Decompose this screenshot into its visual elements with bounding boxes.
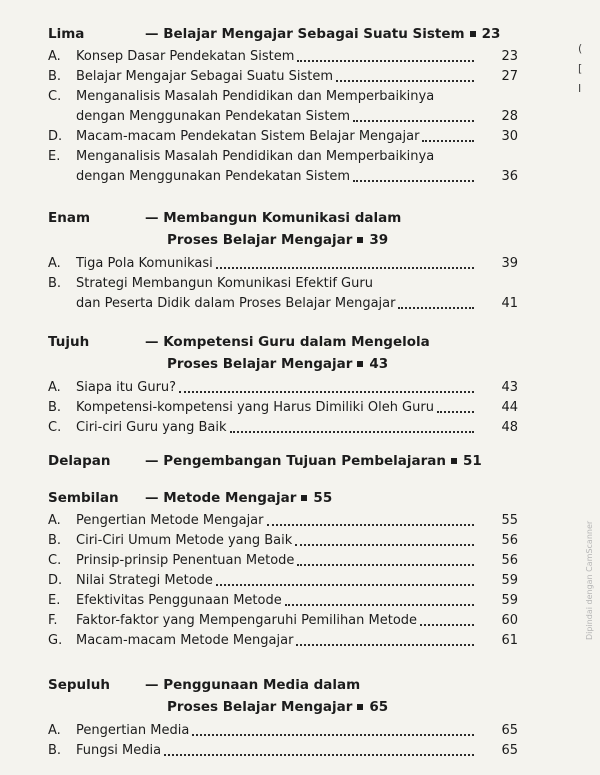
dot-leader [297,564,474,566]
dot-leader [216,267,474,269]
entry-line [48,254,518,274]
margin-mark: ( [578,42,583,55]
entry-text: dengan Menggunakan Pendekatan Sistem [76,169,351,184]
entry-letter: D. [48,129,63,144]
chapter-title-text: — Penggunaan Media dalam [145,677,361,693]
entry-page-number: 61 [501,633,518,648]
chapter-number: Enam [48,210,91,226]
entry-page-number: 39 [501,256,518,271]
entry-page-number: 56 [501,553,518,568]
toc-entry[interactable] [48,611,518,631]
dot-leader [353,120,474,122]
entry-line [48,107,518,127]
entry-line [48,274,518,294]
chapter-heading [48,334,518,378]
entry-line [48,67,518,87]
chapter-title [145,677,360,693]
entry-page-number: 28 [501,109,518,124]
chapter-number: Delapan [48,453,111,469]
entry-letter: C. [48,420,62,435]
entry-line [48,127,518,147]
entry-text: Tiga Pola Komunikasi [76,256,213,271]
entry-letter: C. [48,89,62,104]
entry-page-number: 36 [501,169,518,184]
toc-entry[interactable] [48,378,518,398]
dot-leader [295,544,474,546]
toc-entry[interactable] [48,147,518,187]
chapter-page-number: 55 [313,490,333,506]
entry-list [48,47,518,187]
toc-entry[interactable] [48,87,518,127]
entry-text: Nilai Strategi Metode [76,573,213,588]
toc-entry[interactable] [48,721,518,741]
entry-list [48,254,518,314]
dot-leader [230,431,474,433]
chapter-title [145,334,430,350]
entry-line [48,294,518,314]
chapter-2 [48,334,518,438]
chapter-page-number: 39 [369,232,389,248]
chapter-number: Sepuluh [48,677,111,693]
entry-page-number: 56 [501,533,518,548]
chapter-title-text: — Kompetensi Guru dalam Mengelola [145,334,430,350]
square-bullet-icon [357,704,363,710]
entry-page-number: 23 [501,49,518,64]
toc-entry[interactable] [48,571,518,591]
entry-page-number: 59 [501,593,518,608]
entry-line [48,418,518,438]
entry-text: dan Peserta Didik dalam Proses Belajar Mengajar [76,296,396,311]
entry-line [48,398,518,418]
chapter-number: Tujuh [48,334,90,350]
entry-text: Siapa itu Guru? [76,380,177,395]
chapter-title-text: — Pengembangan Tujuan Pembelajaran [145,453,447,469]
toc-entry[interactable] [48,67,518,87]
entry-line [48,147,518,167]
entry-line [48,741,518,761]
entry-letter: B. [48,400,62,415]
entry-text: Pengertian Media [76,723,190,738]
entry-text: Efektivitas Penggunaan Metode [76,593,282,608]
entry-page-number: 41 [501,296,518,311]
entry-text: Prinsip-prinsip Penentuan Metode [76,553,295,568]
dot-leader [179,391,474,393]
chapter-title-text: — Membangun Komunikasi dalam [145,210,402,226]
chapter-page-number: 65 [369,699,389,715]
chapter-heading [48,26,518,47]
chapter-title [145,210,401,226]
entry-letter: B. [48,276,62,291]
toc-entry[interactable] [48,418,518,438]
entry-page-number: 48 [501,420,518,435]
dot-leader [216,584,474,586]
chapter-heading [48,490,518,511]
chapter-1 [48,210,518,314]
entry-list [48,721,518,761]
margin-mark: [ [578,62,583,75]
chapter-title-cont-text: Proses Belajar Mengajar [167,356,353,372]
entry-letter: A. [48,723,61,738]
entry-line [48,571,518,591]
chapter-title [145,490,332,506]
entry-text: Ciri-ciri Guru yang Baik [76,420,227,435]
entry-letter: F. [48,613,58,628]
entry-line [48,631,518,651]
entry-line [48,551,518,571]
dot-leader [437,411,474,413]
entry-page-number: 30 [501,129,518,144]
entry-page-number: 60 [501,613,518,628]
toc-entry[interactable] [48,398,518,418]
entry-line [48,167,518,187]
chapter-title-cont-text: Proses Belajar Mengajar [167,699,353,715]
square-bullet-icon [301,495,307,501]
dot-leader [398,307,474,309]
entry-text: Konsep Dasar Pendekatan Sistem [76,49,295,64]
square-bullet-icon [357,237,363,243]
entry-text: Menganalisis Masalah Pendidikan dan Memperbaikinya [76,149,435,164]
entry-text: dengan Menggunakan Pendekatan Sistem [76,109,351,124]
entry-page-number: 43 [501,380,518,395]
chapter-title-cont-text: Proses Belajar Mengajar [167,232,353,248]
toc-entry[interactable] [48,254,518,274]
dot-leader [164,754,474,756]
entry-line [48,721,518,741]
dot-leader [420,624,474,626]
entry-text: Belajar Mengajar Sebagai Suatu Sistem [76,69,334,84]
dot-leader [422,140,474,142]
entry-text: Fungsi Media [76,743,162,758]
chapter-title [145,26,500,42]
entry-line [48,511,518,531]
entry-page-number: 27 [501,69,518,84]
dot-leader [297,60,474,62]
entry-list [48,511,518,651]
square-bullet-icon [470,31,476,37]
entry-line [48,47,518,67]
chapter-title [145,453,482,469]
chapter-number: Sembilan [48,490,119,506]
entry-text: Faktor-faktor yang Mempengaruhi Pemilihan Metode [76,613,418,628]
toc-entry[interactable] [48,127,518,147]
entry-letter: B. [48,743,62,758]
chapter-0 [48,26,518,187]
scanner-watermark: Dipindai dengan CamScanner [585,520,594,640]
square-bullet-icon [451,458,457,464]
chapter-number: Lima [48,26,85,42]
toc-entry[interactable] [48,511,518,531]
entry-text: Macam-macam Metode Mengajar [76,633,294,648]
toc-entry[interactable] [48,47,518,67]
chapter-title-continued [167,356,388,372]
chapter-4 [48,490,518,651]
entry-letter: A. [48,49,61,64]
entry-list [48,378,518,438]
chapter-title-text: — Metode Mengajar [145,490,297,506]
entry-letter: E. [48,593,61,608]
toc-entry[interactable] [48,631,518,651]
toc-entry[interactable] [48,551,518,571]
entry-text: Menganalisis Masalah Pendidikan dan Memperbaikinya [76,89,435,104]
toc-entry[interactable] [48,531,518,551]
entry-line [48,378,518,398]
entry-text: Kompetensi-kompetensi yang Harus Dimiliki Oleh Guru [76,400,434,415]
toc-entry[interactable] [48,274,518,314]
chapter-heading [48,453,518,474]
entry-letter: A. [48,256,61,271]
margin-mark: I [578,82,582,95]
entry-letter: B. [48,69,62,84]
entry-letter: D. [48,573,63,588]
chapter-page-number: 23 [481,26,501,42]
chapter-3 [48,453,518,474]
entry-line [48,611,518,631]
entry-letter: C. [48,553,62,568]
entry-page-number: 59 [501,573,518,588]
entry-letter: G. [48,633,63,648]
entry-line [48,591,518,611]
dot-leader [296,644,474,646]
chapter-title-text: — Belajar Mengajar Sebagai Suatu Sistem [145,26,465,42]
chapter-page-number: 51 [463,453,482,469]
entry-text: Macam-macam Pendekatan Sistem Belajar Mengajar [76,129,420,144]
entry-page-number: 55 [501,513,518,528]
chapter-title-continued [167,232,388,248]
entry-letter: E. [48,149,61,164]
entry-page-number: 44 [501,400,518,415]
entry-page-number: 65 [501,743,518,758]
entry-letter: B. [48,533,62,548]
entry-text: Ciri-Ciri Umum Metode yang Baik [76,533,293,548]
dot-leader [353,180,474,182]
chapter-5 [48,677,518,761]
chapter-heading [48,210,518,254]
entry-page-number: 65 [501,723,518,738]
entry-letter: A. [48,380,61,395]
dot-leader [267,524,474,526]
entry-text: Pengertian Metode Mengajar [76,513,264,528]
chapter-page-number: 43 [369,356,389,372]
dot-leader [336,80,474,82]
chapter-heading [48,677,518,721]
toc-entry[interactable] [48,741,518,761]
entry-text: Strategi Membangun Komunikasi Efektif Guru [76,276,373,291]
dot-leader [285,604,474,606]
square-bullet-icon [357,361,363,367]
dot-leader [192,734,474,736]
chapter-title-continued [167,699,388,715]
entry-letter: A. [48,513,61,528]
toc-entry[interactable] [48,591,518,611]
entry-line [48,87,518,107]
entry-line [48,531,518,551]
